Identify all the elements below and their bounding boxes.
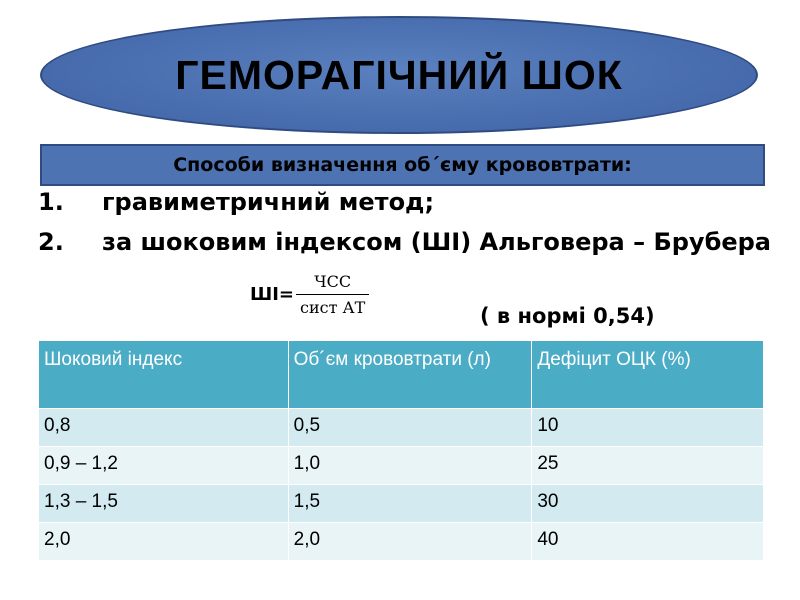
table-cell: 0,9 – 1,2 bbox=[39, 447, 289, 485]
table-header-cell: Шоковий індекс bbox=[39, 341, 289, 409]
table-row bbox=[39, 485, 764, 523]
methods-list bbox=[38, 186, 778, 259]
table-row bbox=[39, 523, 764, 561]
table-cell: 1,3 – 1,5 bbox=[39, 485, 289, 523]
shock-index-formula bbox=[250, 272, 369, 317]
table-header-row bbox=[39, 341, 764, 409]
norm-note: ( в нормі 0,54) bbox=[480, 304, 655, 328]
table-cell: 10 bbox=[532, 409, 764, 447]
table-cell: 0,8 bbox=[39, 409, 289, 447]
table-cell: 0,5 bbox=[288, 409, 532, 447]
formula-fraction bbox=[296, 272, 369, 317]
formula-numerator: ЧСС bbox=[314, 272, 352, 291]
table-header-cell: Дефіцит ОЦК (%) bbox=[532, 341, 764, 409]
method-number: 1. bbox=[38, 188, 64, 216]
slide-subtitle: Способи визначення об´єму крововтрати: bbox=[173, 154, 632, 176]
table-row bbox=[39, 447, 764, 485]
table-cell: 25 bbox=[532, 447, 764, 485]
table-cell: 1,0 bbox=[288, 447, 532, 485]
method-number: 2. bbox=[38, 228, 64, 256]
table-cell: 1,5 bbox=[288, 485, 532, 523]
method-item bbox=[38, 186, 778, 219]
formula-denominator: сист АТ bbox=[296, 294, 369, 317]
subtitle-banner bbox=[40, 144, 765, 186]
table-row bbox=[39, 409, 764, 447]
method-text: за шоковим індексом (ШІ) Альговера – Брубера bbox=[102, 228, 771, 256]
title-banner bbox=[40, 16, 758, 134]
table-header-cell: Об´єм крововтрати (л) bbox=[288, 341, 532, 409]
table-cell: 40 bbox=[532, 523, 764, 561]
table-cell: 2,0 bbox=[39, 523, 289, 561]
table-cell: 2,0 bbox=[288, 523, 532, 561]
formula-prefix: ШІ= bbox=[250, 284, 295, 305]
method-text: гравиметричний метод; bbox=[102, 188, 435, 216]
method-item bbox=[38, 226, 778, 259]
shock-index-table bbox=[38, 340, 764, 561]
slide-title: ГЕМОРАГІЧНИЙ ШОК bbox=[175, 51, 623, 98]
table-cell: 30 bbox=[532, 485, 764, 523]
